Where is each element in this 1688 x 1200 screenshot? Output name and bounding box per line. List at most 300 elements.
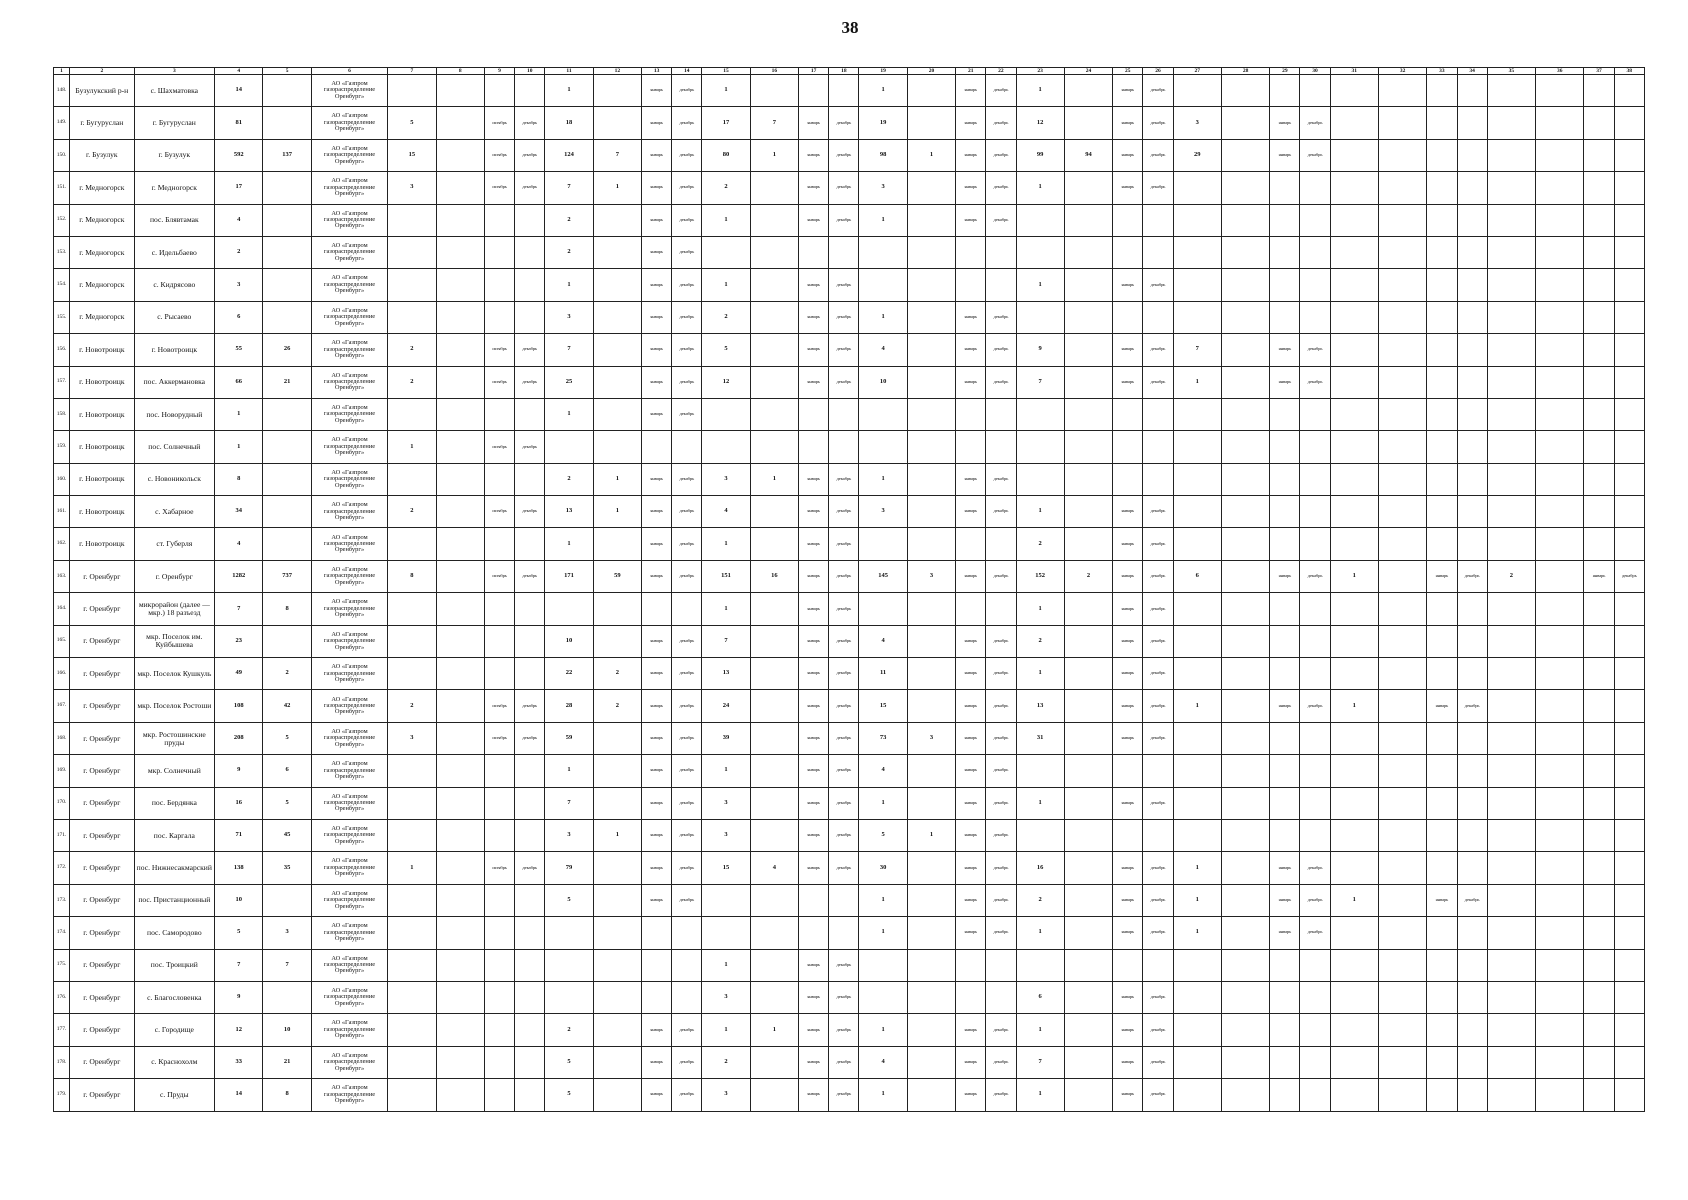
count-cell <box>1221 949 1269 981</box>
start-month-cell: январь <box>641 1079 671 1111</box>
table-row <box>54 431 1645 463</box>
count-cell <box>750 75 798 107</box>
end-month-cell <box>1457 334 1487 366</box>
start-month-cell <box>1584 172 1614 204</box>
count-cell <box>859 236 907 268</box>
start-month-cell <box>1584 787 1614 819</box>
start-month-cell: январь <box>1113 172 1143 204</box>
start-month-cell: январь <box>956 819 986 851</box>
start-month-cell <box>956 269 986 301</box>
column-header-25: 25 <box>1113 68 1143 75</box>
count-cell <box>1173 722 1221 754</box>
count-cell: 5 <box>263 722 311 754</box>
table-row <box>54 625 1645 657</box>
end-month-cell: декабрь <box>986 1046 1016 1078</box>
end-month-cell: декабрь <box>1143 269 1173 301</box>
count-cell <box>1064 1046 1112 1078</box>
end-month-cell: декабрь <box>672 1079 702 1111</box>
start-month-cell <box>1270 528 1300 560</box>
count-cell <box>1487 917 1535 949</box>
end-month-cell <box>1457 172 1487 204</box>
count-cell <box>1330 398 1378 430</box>
count-cell: 7 <box>215 949 263 981</box>
count-cell <box>1016 301 1064 333</box>
count-cell <box>1536 884 1584 916</box>
start-month-cell <box>484 75 514 107</box>
end-month-cell: декабрь <box>1300 884 1330 916</box>
end-month-cell: декабрь <box>829 107 859 139</box>
count-cell: 3 <box>702 787 750 819</box>
end-month-cell: декабрь <box>672 172 702 204</box>
end-month-cell <box>1143 301 1173 333</box>
organization-cell: АО «Газпром газораспределение Оренбург» <box>311 75 388 107</box>
start-month-cell <box>1270 236 1300 268</box>
count-cell <box>1378 787 1426 819</box>
start-month-cell: январь <box>956 560 986 592</box>
count-cell <box>1536 949 1584 981</box>
start-month-cell: январь <box>1113 1014 1143 1046</box>
count-cell <box>1064 690 1112 722</box>
count-cell: 5 <box>263 787 311 819</box>
locality-cell: с. Хабарное <box>134 496 215 528</box>
end-month-cell <box>1300 398 1330 430</box>
count-cell <box>1064 398 1112 430</box>
start-month-cell: январь <box>1113 658 1143 690</box>
count-cell <box>436 334 484 366</box>
column-header-3: 3 <box>134 68 215 75</box>
row-number: 166. <box>54 658 70 690</box>
municipality-cell: г. Оренбург <box>70 949 134 981</box>
start-month-cell: январь <box>1113 366 1143 398</box>
end-month-cell <box>1614 1014 1644 1046</box>
count-cell <box>750 431 798 463</box>
start-month-cell <box>1584 981 1614 1013</box>
table-row <box>54 463 1645 495</box>
end-month-cell <box>1614 496 1644 528</box>
count-cell <box>1064 787 1112 819</box>
start-month-cell: январь <box>799 528 829 560</box>
count-cell <box>593 1046 641 1078</box>
end-month-cell <box>1143 236 1173 268</box>
organization-cell: АО «Газпром газораспределение Оренбург» <box>311 334 388 366</box>
end-month-cell <box>1457 528 1487 560</box>
start-month-cell: январь <box>799 269 829 301</box>
row-number: 148. <box>54 75 70 107</box>
end-month-cell <box>1457 852 1487 884</box>
organization-cell: АО «Газпром газораспределение Оренбург» <box>311 690 388 722</box>
end-month-cell: декабрь <box>672 787 702 819</box>
count-cell <box>1016 431 1064 463</box>
organization-cell: АО «Газпром газораспределение Оренбург» <box>311 172 388 204</box>
count-cell <box>1173 431 1221 463</box>
row-number: 162. <box>54 528 70 560</box>
table-row <box>54 981 1645 1013</box>
end-month-cell <box>1614 107 1644 139</box>
count-cell <box>1378 625 1426 657</box>
end-month-cell: декабрь <box>986 755 1016 787</box>
count-cell <box>388 204 436 236</box>
count-cell <box>1487 981 1535 1013</box>
count-cell <box>545 949 593 981</box>
start-month-cell <box>484 463 514 495</box>
end-month-cell: декабрь <box>1300 852 1330 884</box>
count-cell <box>750 269 798 301</box>
start-month-cell: январь <box>1113 496 1143 528</box>
end-month-cell <box>1614 269 1644 301</box>
count-cell: 17 <box>215 172 263 204</box>
locality-cell: г. Оренбург <box>134 560 215 592</box>
count-cell: 34 <box>215 496 263 528</box>
count-cell <box>1378 139 1426 171</box>
column-header-12: 12 <box>593 68 641 75</box>
table-row <box>54 658 1645 690</box>
count-cell <box>388 917 436 949</box>
end-month-cell <box>1143 755 1173 787</box>
end-month-cell <box>515 398 545 430</box>
count-cell: 3 <box>1173 107 1221 139</box>
count-cell: 3 <box>263 917 311 949</box>
start-month-cell <box>484 1014 514 1046</box>
end-month-cell <box>1457 917 1487 949</box>
count-cell <box>388 981 436 1013</box>
start-month-cell <box>1427 204 1457 236</box>
count-cell <box>593 1079 641 1111</box>
start-month-cell: январь <box>799 496 829 528</box>
start-month-cell <box>484 787 514 819</box>
end-month-cell: декабрь <box>829 690 859 722</box>
start-month-cell: январь <box>799 204 829 236</box>
row-number: 153. <box>54 236 70 268</box>
count-cell: 5 <box>702 334 750 366</box>
end-month-cell <box>1614 204 1644 236</box>
count-cell: 1 <box>702 755 750 787</box>
start-month-cell: январь <box>641 236 671 268</box>
end-month-cell: декабрь <box>672 690 702 722</box>
end-month-cell: декабрь <box>672 75 702 107</box>
count-cell <box>388 755 436 787</box>
start-month-cell: январь <box>956 366 986 398</box>
count-cell <box>750 1079 798 1111</box>
row-number: 172. <box>54 852 70 884</box>
count-cell <box>750 1046 798 1078</box>
count-cell <box>1378 366 1426 398</box>
locality-cell: пос. Самородово <box>134 917 215 949</box>
count-cell <box>263 981 311 1013</box>
end-month-cell: декабрь <box>515 366 545 398</box>
count-cell <box>593 301 641 333</box>
start-month-cell <box>1427 917 1457 949</box>
count-cell <box>1330 334 1378 366</box>
end-month-cell: декабрь <box>986 301 1016 333</box>
municipality-cell: г. Медногорск <box>70 269 134 301</box>
end-month-cell <box>672 431 702 463</box>
count-cell <box>1378 236 1426 268</box>
start-month-cell <box>484 755 514 787</box>
start-month-cell <box>1270 755 1300 787</box>
locality-cell: пос. Пристанционный <box>134 884 215 916</box>
start-month-cell: январь <box>956 75 986 107</box>
column-header-37: 37 <box>1584 68 1614 75</box>
column-header-34: 34 <box>1457 68 1487 75</box>
count-cell <box>1221 787 1269 819</box>
start-month-cell <box>1584 690 1614 722</box>
count-cell <box>1378 658 1426 690</box>
start-month-cell: январь <box>1113 690 1143 722</box>
count-cell: 23 <box>215 625 263 657</box>
count-cell <box>1330 819 1378 851</box>
locality-cell: мкр. Ростошинские пруды <box>134 722 215 754</box>
column-header-2: 2 <box>70 68 134 75</box>
start-month-cell <box>1113 755 1143 787</box>
count-cell <box>1378 690 1426 722</box>
start-month-cell <box>1113 236 1143 268</box>
end-month-cell <box>829 431 859 463</box>
end-month-cell: декабрь <box>986 560 1016 592</box>
locality-cell: микрорайон (далее — мкр.) 18 разъезд <box>134 593 215 625</box>
count-cell <box>1064 528 1112 560</box>
count-cell: 1 <box>593 819 641 851</box>
count-cell: 171 <box>545 560 593 592</box>
count-cell <box>1016 819 1064 851</box>
count-cell: 17 <box>702 107 750 139</box>
end-month-cell <box>1614 463 1644 495</box>
count-cell <box>1330 496 1378 528</box>
count-cell <box>436 496 484 528</box>
count-cell: 1 <box>750 463 798 495</box>
count-cell: 2 <box>215 236 263 268</box>
count-cell: 4 <box>702 496 750 528</box>
start-month-cell <box>484 658 514 690</box>
count-cell: 1 <box>750 139 798 171</box>
count-cell <box>1330 1046 1378 1078</box>
start-month-cell <box>1584 398 1614 430</box>
column-header-7: 7 <box>388 68 436 75</box>
count-cell <box>1221 463 1269 495</box>
count-cell: 2 <box>545 463 593 495</box>
count-cell <box>1064 949 1112 981</box>
count-cell <box>907 496 955 528</box>
count-cell: 3 <box>702 819 750 851</box>
end-month-cell: декабрь <box>515 431 545 463</box>
count-cell <box>1064 301 1112 333</box>
end-month-cell: декабрь <box>515 852 545 884</box>
count-cell <box>593 107 641 139</box>
count-cell <box>1173 1014 1221 1046</box>
count-cell <box>750 981 798 1013</box>
count-cell <box>388 625 436 657</box>
count-cell: 1 <box>1330 884 1378 916</box>
count-cell: 29 <box>1173 139 1221 171</box>
count-cell <box>263 496 311 528</box>
organization-cell: АО «Газпром газораспределение Оренбург» <box>311 528 388 560</box>
count-cell <box>1536 301 1584 333</box>
count-cell: 1 <box>545 398 593 430</box>
start-month-cell: январь <box>1113 528 1143 560</box>
end-month-cell: декабрь <box>1143 528 1173 560</box>
count-cell: 8 <box>263 593 311 625</box>
start-month-cell <box>1584 236 1614 268</box>
table-row <box>54 690 1645 722</box>
start-month-cell: январь <box>799 722 829 754</box>
count-cell <box>907 107 955 139</box>
count-cell <box>1016 204 1064 236</box>
column-header-20: 20 <box>907 68 955 75</box>
count-cell <box>388 528 436 560</box>
count-cell: 9 <box>1016 334 1064 366</box>
count-cell: 1 <box>702 75 750 107</box>
end-month-cell: декабрь <box>672 139 702 171</box>
start-month-cell <box>1270 431 1300 463</box>
count-cell <box>1221 172 1269 204</box>
end-month-cell <box>1457 1014 1487 1046</box>
count-cell <box>1221 593 1269 625</box>
count-cell <box>1330 1079 1378 1111</box>
end-month-cell: декабрь <box>672 236 702 268</box>
end-month-cell <box>515 1046 545 1078</box>
end-month-cell <box>1143 204 1173 236</box>
count-cell <box>1536 139 1584 171</box>
count-cell <box>593 787 641 819</box>
end-month-cell: декабрь <box>515 107 545 139</box>
end-month-cell <box>515 236 545 268</box>
table-row <box>54 398 1645 430</box>
end-month-cell <box>515 463 545 495</box>
count-cell: 2 <box>702 172 750 204</box>
count-cell: 2 <box>388 334 436 366</box>
count-cell: 592 <box>215 139 263 171</box>
count-cell <box>1173 463 1221 495</box>
count-cell <box>593 722 641 754</box>
table-row <box>54 366 1645 398</box>
count-cell <box>702 884 750 916</box>
count-cell <box>750 787 798 819</box>
row-number: 179. <box>54 1079 70 1111</box>
start-month-cell: январь <box>1270 884 1300 916</box>
count-cell: 4 <box>859 755 907 787</box>
end-month-cell: декабрь <box>986 366 1016 398</box>
start-month-cell: январь <box>956 463 986 495</box>
end-month-cell: декабрь <box>1614 560 1644 592</box>
start-month-cell <box>1584 852 1614 884</box>
end-month-cell <box>1614 625 1644 657</box>
count-cell <box>1221 981 1269 1013</box>
end-month-cell: декабрь <box>672 819 702 851</box>
count-cell <box>1173 269 1221 301</box>
count-cell: 1 <box>859 463 907 495</box>
end-month-cell: декабрь <box>986 1014 1016 1046</box>
count-cell <box>1064 204 1112 236</box>
count-cell <box>1221 204 1269 236</box>
start-month-cell: январь <box>1584 560 1614 592</box>
organization-cell: АО «Газпром газораспределение Оренбург» <box>311 819 388 851</box>
end-month-cell <box>986 949 1016 981</box>
column-header-9: 9 <box>484 68 514 75</box>
count-cell <box>1330 107 1378 139</box>
count-cell: 108 <box>215 690 263 722</box>
table-row <box>54 75 1645 107</box>
count-cell: 3 <box>859 496 907 528</box>
count-cell <box>436 560 484 592</box>
count-cell: 5 <box>388 107 436 139</box>
count-cell <box>388 787 436 819</box>
row-number: 170. <box>54 787 70 819</box>
count-cell <box>907 949 955 981</box>
row-number: 169. <box>54 755 70 787</box>
start-month-cell: январь <box>1113 107 1143 139</box>
start-month-cell: январь <box>956 690 986 722</box>
start-month-cell <box>484 301 514 333</box>
end-month-cell: декабрь <box>672 107 702 139</box>
organization-cell: АО «Газпром газораспределение Оренбург» <box>311 236 388 268</box>
count-cell: 152 <box>1016 560 1064 592</box>
count-cell: 5 <box>215 917 263 949</box>
end-month-cell: декабрь <box>1143 1046 1173 1078</box>
column-header-6: 6 <box>311 68 388 75</box>
count-cell <box>1330 755 1378 787</box>
start-month-cell <box>641 431 671 463</box>
count-cell <box>1064 593 1112 625</box>
start-month-cell <box>1584 593 1614 625</box>
end-month-cell: декабрь <box>1143 658 1173 690</box>
end-month-cell: декабрь <box>829 528 859 560</box>
count-cell: 16 <box>215 787 263 819</box>
count-cell: 13 <box>702 658 750 690</box>
end-month-cell <box>1614 949 1644 981</box>
organization-cell: АО «Газпром газораспределение Оренбург» <box>311 1014 388 1046</box>
start-month-cell <box>1270 949 1300 981</box>
count-cell <box>1487 107 1535 139</box>
count-cell <box>263 431 311 463</box>
end-month-cell: декабрь <box>672 852 702 884</box>
count-cell <box>388 884 436 916</box>
count-cell <box>1330 593 1378 625</box>
count-cell <box>1221 528 1269 560</box>
count-cell <box>1064 884 1112 916</box>
count-cell <box>907 1046 955 1078</box>
count-cell: 73 <box>859 722 907 754</box>
column-header-16: 16 <box>750 68 798 75</box>
start-month-cell <box>1270 658 1300 690</box>
table-row <box>54 172 1645 204</box>
count-cell <box>907 625 955 657</box>
count-cell <box>1221 139 1269 171</box>
count-cell: 1 <box>1016 172 1064 204</box>
count-cell <box>1221 75 1269 107</box>
end-month-cell <box>1614 819 1644 851</box>
count-cell: 1 <box>1016 496 1064 528</box>
end-month-cell: декабрь <box>986 722 1016 754</box>
count-cell: 3 <box>388 722 436 754</box>
end-month-cell: декабрь <box>986 658 1016 690</box>
column-header-31: 31 <box>1330 68 1378 75</box>
count-cell <box>1173 755 1221 787</box>
end-month-cell: декабрь <box>672 528 702 560</box>
count-cell <box>1016 755 1064 787</box>
end-month-cell: декабрь <box>1300 334 1330 366</box>
column-header-5: 5 <box>263 68 311 75</box>
count-cell: 2 <box>388 366 436 398</box>
row-number: 165. <box>54 625 70 657</box>
count-cell <box>1378 949 1426 981</box>
count-cell <box>1221 301 1269 333</box>
count-cell <box>907 1014 955 1046</box>
start-month-cell: январь <box>1270 139 1300 171</box>
count-cell <box>1064 819 1112 851</box>
count-cell <box>1536 593 1584 625</box>
count-cell <box>1221 625 1269 657</box>
start-month-cell: октябрь <box>484 496 514 528</box>
count-cell <box>1378 981 1426 1013</box>
